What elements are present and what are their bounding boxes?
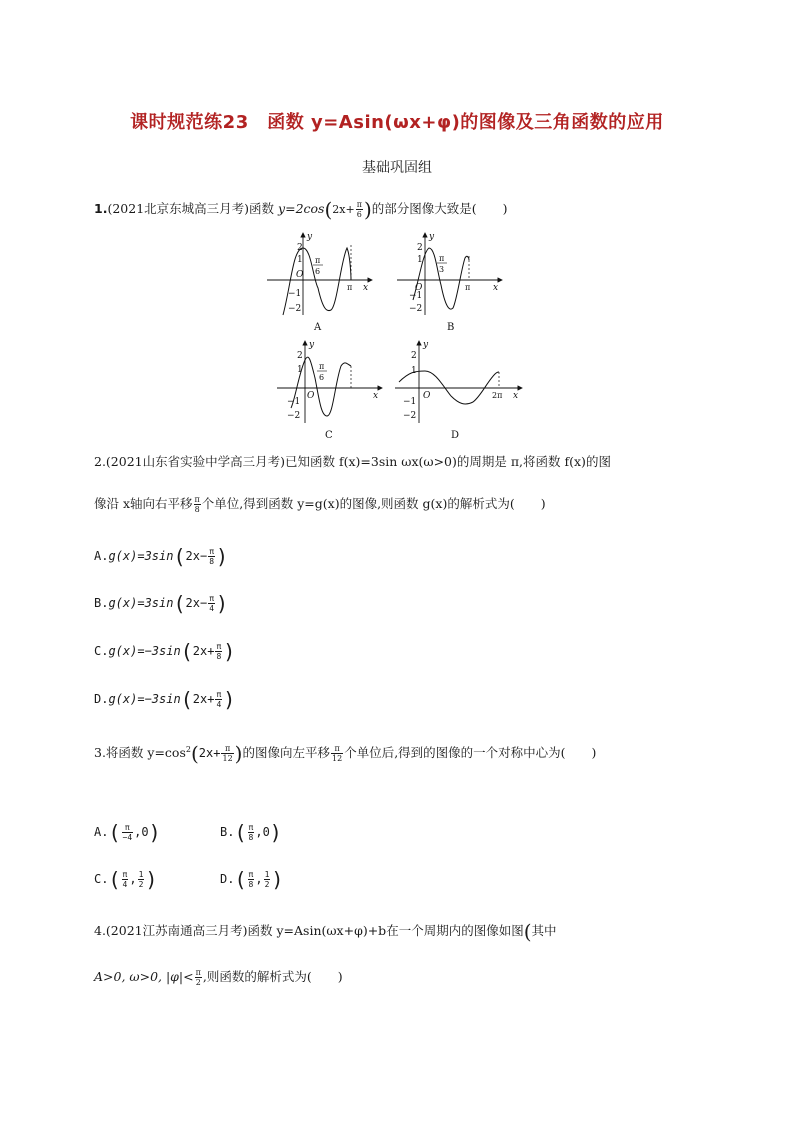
fraction-numerator: π bbox=[248, 870, 254, 879]
fraction-denominator: 4 bbox=[216, 700, 222, 709]
fraction-denominator: 8 bbox=[248, 833, 254, 842]
origin-label: O bbox=[423, 391, 431, 401]
option-prefix: A. bbox=[94, 825, 109, 839]
fraction-numerator: π bbox=[209, 547, 215, 556]
question-text: 个单位后,得到的图像的一个对称中心为( bbox=[344, 745, 566, 761]
fraction-denominator: 2 bbox=[195, 978, 201, 987]
axis-label: x bbox=[373, 391, 379, 401]
fraction-denominator: 12 bbox=[222, 754, 233, 764]
tick-label: −1 bbox=[288, 289, 302, 299]
fraction-denominator: 8 bbox=[216, 652, 222, 661]
fraction-denominator: 4 bbox=[127, 833, 133, 842]
fraction-denominator: 8 bbox=[194, 505, 200, 514]
question-4-line-1 bbox=[94, 919, 557, 944]
comma: , bbox=[129, 872, 137, 886]
question-2-line-2 bbox=[94, 495, 546, 514]
graph-label: A bbox=[314, 322, 322, 333]
question-source: (2021北京东城高三月考) bbox=[107, 201, 250, 216]
fraction-numerator: π bbox=[122, 870, 128, 879]
q3-option-c: C.( $\frac{\pi}{4}$ , $\frac{1}{2}$ ) bbox=[94, 867, 158, 892]
function-expression: y=2cos bbox=[278, 201, 325, 216]
option-prefix: A. bbox=[94, 549, 109, 563]
q2-option-a: A.g(x)=3sin(2x− $\frac{\pi}{8}$ ) bbox=[94, 544, 229, 569]
graph-d bbox=[395, 340, 522, 440]
sign: − bbox=[122, 833, 128, 842]
page-title: 课时规范练23 函数 y=Asin(ωx+φ)的图像及三角函数的应用 bbox=[130, 112, 664, 133]
answer-bracket-close: ) bbox=[502, 201, 508, 216]
q3-option-d: D.( $\frac{\pi}{8}$ , $\frac{1}{2}$ ) bbox=[220, 867, 284, 892]
exponent: 2 bbox=[185, 745, 191, 754]
fraction-denominator: 12 bbox=[332, 754, 343, 764]
fraction-numerator: π bbox=[122, 823, 134, 833]
q3-option-a: A.( $\frac{\pi}{-4}$ ,0) bbox=[94, 820, 161, 845]
question-text: 4.(2021江苏南通高三月考)函数 y=Asin(ωx+φ)+b在一个周期内的图像如图 bbox=[94, 923, 524, 938]
question-text: 个单位,得到函数 y=g(x)的图像,则函数 g(x)的解析式为( bbox=[201, 496, 515, 511]
fraction-denominator: 8 bbox=[209, 557, 215, 566]
q2-option-b: B.g(x)=3sin(2x− $\frac{\pi}{4}$ ) bbox=[94, 591, 229, 616]
paren-open: ( bbox=[324, 197, 333, 222]
q3-option-b: B.( $\frac{\pi}{8}$ ,0) bbox=[220, 820, 282, 845]
fraction bbox=[356, 200, 363, 219]
tick-label: −2 bbox=[409, 304, 423, 314]
inner-expression: 2x− bbox=[185, 596, 208, 610]
question-text: 的图像向左平移 bbox=[242, 745, 330, 761]
inner-expression: 2x+ bbox=[332, 203, 355, 216]
tick-label: 2 bbox=[411, 351, 417, 361]
tick-label: 1 bbox=[417, 255, 423, 265]
fraction-numerator: 1 bbox=[138, 870, 144, 879]
axis-label: y bbox=[307, 232, 313, 242]
comma: , bbox=[255, 825, 263, 839]
axis-label: y bbox=[429, 232, 435, 242]
option-expression: g(x)=3sin bbox=[108, 549, 174, 563]
tick-label: π bbox=[347, 283, 353, 292]
fraction-denominator: 2 bbox=[138, 880, 144, 889]
answer-bracket-close: ) bbox=[540, 496, 546, 511]
graph-b bbox=[397, 232, 502, 333]
tick-label: π bbox=[465, 283, 471, 292]
fraction-numerator: 1 bbox=[264, 870, 270, 879]
coordinate-y: 0 bbox=[262, 825, 270, 839]
q2-option-c: C.g(x)=−3sin(2x+ $\frac{\pi}{8}$ ) bbox=[94, 639, 236, 664]
tick-label: π bbox=[439, 254, 445, 263]
option-expression: g(x)=−3sin bbox=[108, 644, 181, 658]
inner-expression: 2x− bbox=[185, 549, 208, 563]
axis-label: y bbox=[309, 340, 315, 350]
paren-close: ) bbox=[363, 197, 372, 222]
tick-label: 2 bbox=[417, 243, 423, 253]
tick-label: 2π bbox=[492, 391, 503, 400]
q1-graphs bbox=[255, 230, 540, 440]
question-1 bbox=[94, 197, 508, 222]
paren-open: ( bbox=[523, 919, 532, 944]
fraction-numerator: π bbox=[194, 495, 200, 504]
inner-expression: 2x+ bbox=[198, 746, 221, 761]
option-prefix: D. bbox=[220, 872, 235, 886]
fraction-denominator: 8 bbox=[248, 880, 254, 889]
answer-bracket-close: ) bbox=[337, 969, 343, 984]
option-prefix: B. bbox=[94, 596, 109, 610]
option-prefix: C. bbox=[94, 644, 109, 658]
inner-expression: 2x+ bbox=[192, 692, 215, 706]
tick-label: 1 bbox=[411, 366, 417, 376]
fraction-numerator: π bbox=[221, 744, 233, 754]
graph-label: B bbox=[447, 322, 455, 333]
graph-c bbox=[277, 340, 382, 440]
question-3: 3.将函数 $y=\cos^2(2x+$ $\frac{\pi}{12}$ )的图像向左平移 $\frac{\pi}{12}$ 个单位后,得到的图像的一个对称中心为( ) bbox=[94, 741, 597, 766]
option-expression: g(x)=3sin bbox=[108, 596, 174, 610]
tick-label: 2 bbox=[297, 243, 303, 253]
origin-label: O bbox=[296, 270, 304, 280]
question-4-line-2 bbox=[94, 968, 343, 987]
question-text: 像沿 x轴向右平移 bbox=[94, 496, 193, 511]
fraction-numerator: π bbox=[209, 594, 215, 603]
fraction-denominator: 4 bbox=[209, 604, 215, 613]
graph-a bbox=[267, 232, 372, 333]
question-text: 函数 bbox=[249, 201, 275, 216]
question-text-tail: 的部分图像大致是( bbox=[371, 201, 477, 216]
origin-label: O bbox=[415, 283, 423, 293]
question-2-line-1: 2.(2021山东省实验中学高三月考)已知函数 f(x)=3sin ωx(ω>0)的周期是 π,将函数 f(x)的图 bbox=[94, 454, 611, 469]
tick-label: −2 bbox=[287, 411, 301, 421]
fraction-numerator: π bbox=[216, 642, 222, 651]
fraction-numerator: π bbox=[356, 200, 362, 209]
tick-label: 1 bbox=[297, 365, 303, 375]
fraction-denominator: 6 bbox=[356, 210, 362, 219]
tick-label: π bbox=[315, 256, 321, 265]
fraction-numerator: π bbox=[248, 823, 254, 832]
origin-label: O bbox=[307, 391, 315, 401]
tick-label: −2 bbox=[288, 304, 302, 314]
question-text: ,则函数的解析式为( bbox=[202, 969, 312, 984]
graph-label: D bbox=[451, 430, 460, 440]
axis-label: x bbox=[363, 283, 369, 293]
fraction-denominator: 2 bbox=[264, 880, 270, 889]
coordinate-y: 0 bbox=[141, 825, 149, 839]
condition-expression: A>0, ω>0, |φ|< bbox=[94, 969, 194, 984]
tick-label: 1 bbox=[297, 255, 303, 265]
tick-label: 6 bbox=[315, 267, 321, 276]
answer-bracket-close: ) bbox=[591, 745, 597, 761]
fraction-numerator: π bbox=[331, 744, 343, 754]
comma: , bbox=[255, 872, 263, 886]
tick-label: −1 bbox=[409, 291, 423, 301]
tick-label: −2 bbox=[403, 411, 417, 421]
tick-label: −1 bbox=[287, 397, 301, 407]
axis-label: x bbox=[513, 391, 519, 401]
q2-option-d: D.g(x)=−3sin(2x+ $\frac{\pi}{4}$ ) bbox=[94, 687, 236, 712]
option-expression: g(x)=−3sin bbox=[108, 692, 181, 706]
fraction-numerator: π bbox=[216, 690, 222, 699]
question-text: 3.将函数 y=cos bbox=[94, 745, 186, 761]
option-prefix: D. bbox=[94, 692, 109, 706]
axis-label: x bbox=[493, 283, 499, 293]
fraction-numerator: π bbox=[195, 968, 201, 977]
axis-label: y bbox=[423, 340, 429, 350]
tick-label: 6 bbox=[319, 373, 325, 382]
tick-label: −1 bbox=[403, 397, 417, 407]
comma: , bbox=[134, 825, 142, 839]
graph-label: C bbox=[325, 430, 333, 440]
fraction-denominator: 4 bbox=[122, 880, 128, 889]
question-text: 其中 bbox=[531, 923, 557, 938]
question-number: 1. bbox=[94, 201, 108, 216]
option-prefix: C. bbox=[94, 872, 109, 886]
inner-expression: 2x+ bbox=[192, 644, 215, 658]
option-prefix: B. bbox=[220, 825, 235, 839]
tick-label: 3 bbox=[439, 265, 445, 274]
tick-label: π bbox=[319, 362, 325, 371]
tick-label: 2 bbox=[297, 351, 303, 361]
section-heading: 基础巩固组 bbox=[362, 160, 432, 176]
